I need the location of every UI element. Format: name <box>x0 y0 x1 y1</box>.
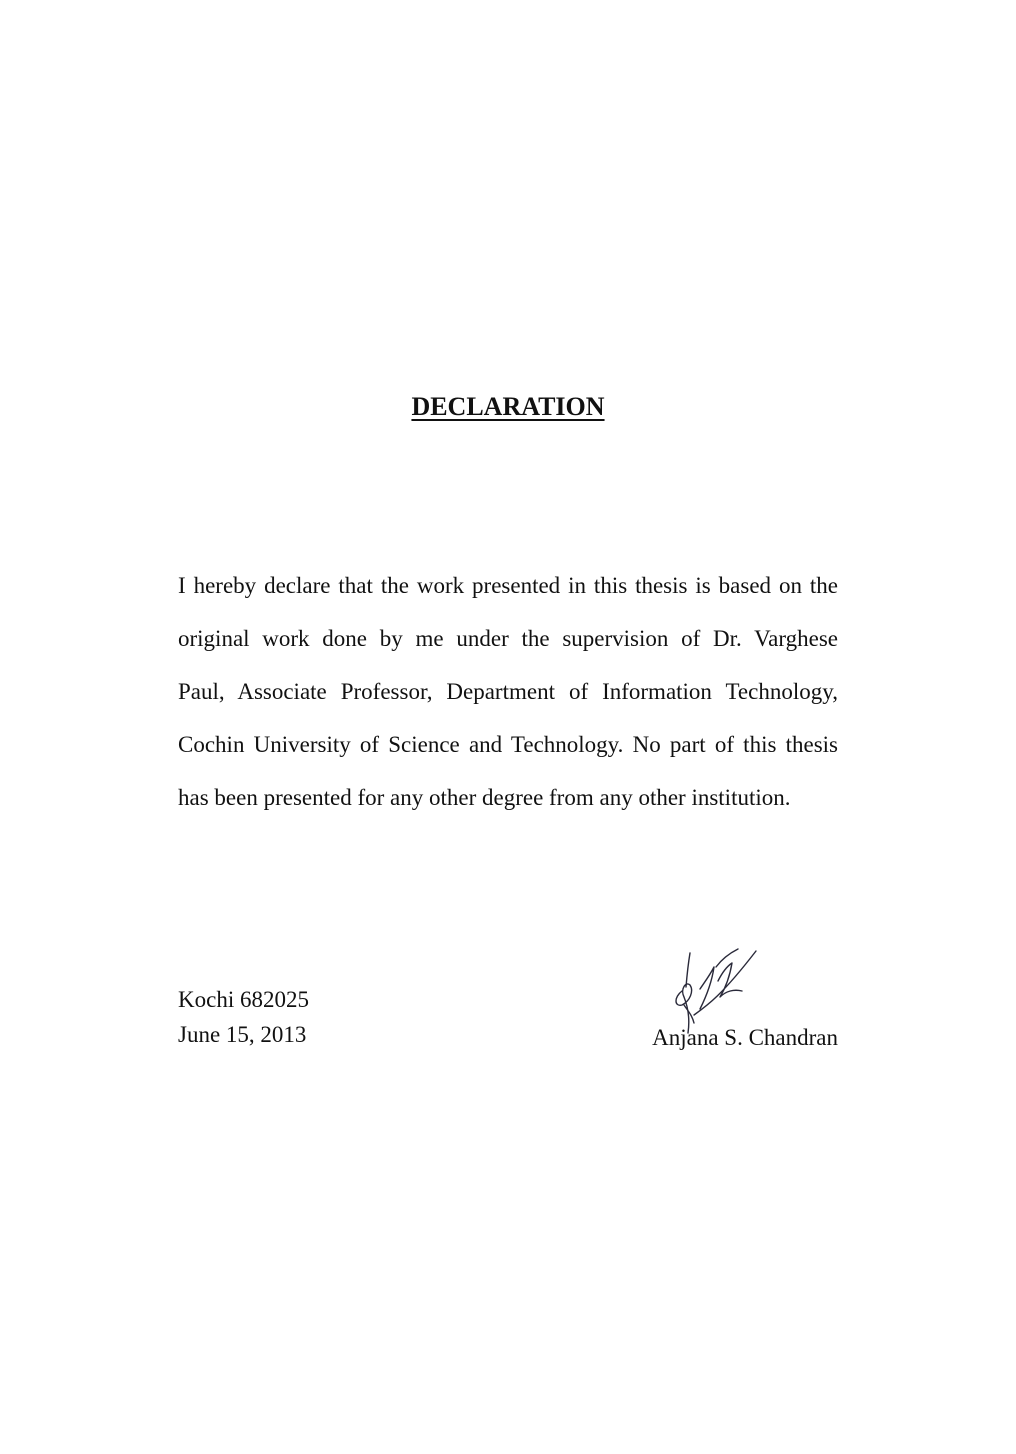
page-title: DECLARATION <box>411 392 605 421</box>
date-text: June 15, 2013 <box>178 1022 307 1047</box>
body-line-5: has been presented for any other degree from any other institution. <box>178 785 791 810</box>
body-line-1: I hereby declare that the work presented in this thesis is based on the <box>178 573 838 598</box>
body-line-3: Paul, Associate Professor, Department of Information Technology, <box>178 679 838 704</box>
signatory-name: Anjana S. Chandran <box>652 1025 838 1050</box>
body-line-2: original work done by me under the supervision of Dr. Varghese <box>178 626 838 651</box>
place-text: Kochi 682025 <box>178 987 309 1012</box>
body-line-4: Cochin University of Science and Technology. No part of this thesis <box>178 732 838 757</box>
